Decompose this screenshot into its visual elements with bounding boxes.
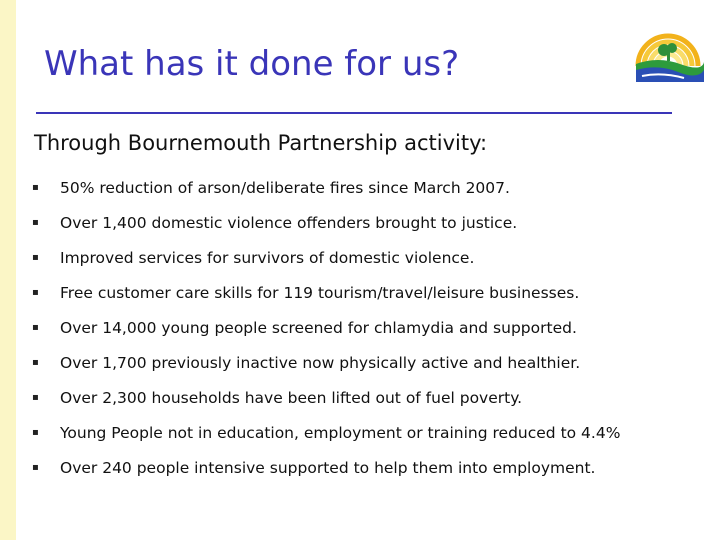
- list-item: [28, 176, 720, 211]
- list-item-text: Over 14,000 young people screened for chlamydia and supported.: [60, 319, 577, 337]
- bullet-icon: ▪: [32, 252, 39, 263]
- title-divider: [36, 112, 672, 114]
- list-item: [28, 421, 720, 456]
- list-item-text: 50% reduction of arson/deliberate fires since March 2007.: [60, 179, 510, 197]
- slide-subtitle: Through Bournemouth Partnership activity:: [34, 131, 488, 155]
- slide-title: What has it done for us?: [44, 44, 460, 84]
- list-item: [28, 456, 720, 491]
- bullet-icon: ▪: [32, 182, 39, 193]
- bullet-icon: ▪: [32, 322, 39, 333]
- left-accent-bar: [0, 0, 16, 540]
- bullet-icon: ▪: [32, 462, 39, 473]
- list-item: [28, 386, 720, 421]
- bullet-icon: ▪: [32, 287, 39, 298]
- achievements-list: [28, 176, 720, 491]
- list-item-text: Young People not in education, employment or training reduced to 4.4%: [60, 424, 621, 442]
- list-item-text: Over 2,300 households have been lifted out of fuel poverty.: [60, 389, 523, 407]
- list-item-text: Free customer care skills for 119 tourism/travel/leisure businesses.: [60, 284, 580, 302]
- bullet-icon: ▪: [32, 427, 39, 438]
- list-item: [28, 211, 720, 246]
- list-item: [28, 316, 720, 351]
- bullet-icon: ▪: [32, 357, 39, 368]
- list-item: [28, 246, 720, 281]
- bullet-icon: ▪: [32, 217, 39, 228]
- bullet-icon: ▪: [32, 392, 39, 403]
- list-item-text: Improved services for survivors of domestic violence.: [60, 249, 475, 267]
- bournemouth-partnership-logo-icon: [628, 6, 708, 86]
- list-item-text: Over 240 people intensive supported to help them into employment.: [60, 459, 596, 477]
- list-item-text: Over 1,400 domestic violence offenders brought to justice.: [60, 214, 518, 232]
- list-item: [28, 351, 720, 386]
- list-item-text: Over 1,700 previously inactive now physically active and healthier.: [60, 354, 581, 372]
- list-item: [28, 281, 720, 316]
